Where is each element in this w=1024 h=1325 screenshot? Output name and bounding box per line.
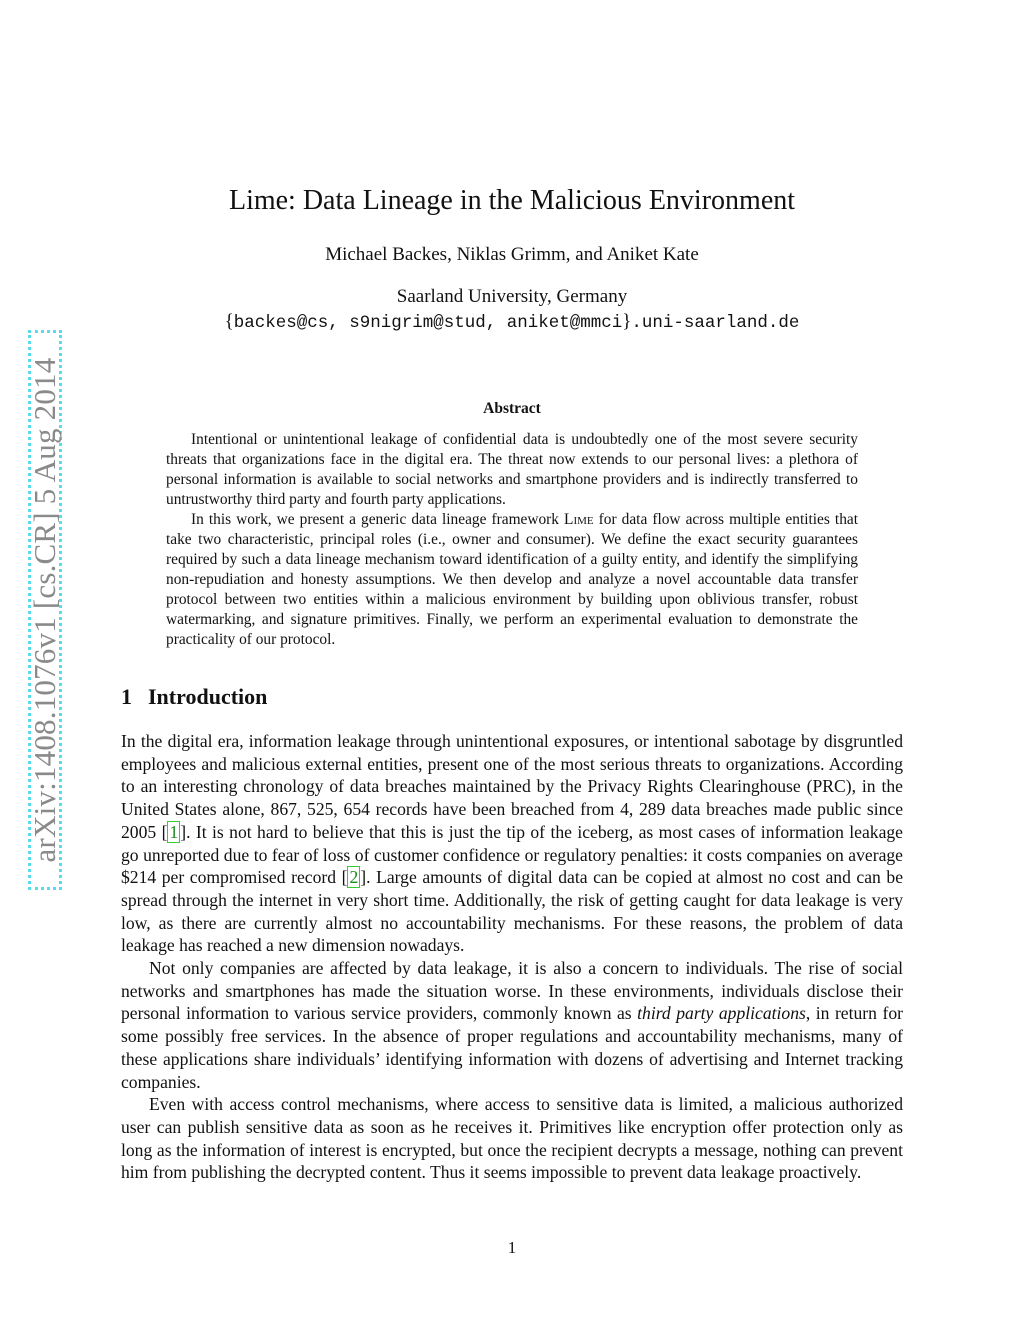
abstract-body [166, 430, 858, 650]
citation-open-bracket: [ [341, 867, 348, 888]
citation-link[interactable]: 1 [169, 821, 179, 842]
abstract-heading: Abstract [483, 400, 541, 417]
citation-close-bracket: ] [180, 821, 187, 842]
citation-open-bracket: [ [161, 821, 168, 842]
section-number: 1 [121, 684, 132, 709]
author-emails [0, 311, 1024, 333]
lime-name: Lime [564, 511, 594, 528]
section-title: Introduction [148, 684, 268, 709]
emphasis-text: third party applications [637, 1003, 806, 1024]
author-list: Michael Backes, Niklas Grimm, and Aniket Kate [325, 244, 699, 265]
paper-title: Lime: Data Lineage in the Malicious Environment [228, 185, 796, 216]
email-domain: .uni-saarland.de [631, 313, 800, 333]
intro-paragraph-3: Even with access control mechanisms, where access to sensitive data is limited, a malicious authorized user can publish sensitive data as soon as he receives it. Primitives like encryption offer protection only as long as the information of interest is encrypted, but once the recipient decrypts a message, nothing can prevent him from publishing the decrypted content. Thus it seems impossible to prevent data leakage proactively. [121, 1094, 903, 1183]
citation-close-bracket: ] [360, 867, 367, 888]
arxiv-stamp-text: arXiv:1408.1076v1 [cs.CR] 5 Aug 2014 [27, 357, 62, 863]
intro-text: In the digital era, information leakage through unintentional exposures, or intentional sabotage by disgruntled employees and malicious external entities, present one of the most serious threats to organizations. According to an interesting chronology of data breaches maintained by the Privacy Rights Clearinghouse (PRC), in the United States alone, 867, 525, 654 records have been breached from 4, 289 data breaches made public since 2005 [121, 731, 903, 842]
introduction-body [121, 730, 903, 1184]
intro-paragraph-1 [121, 730, 903, 957]
intro-paragraph-2 [121, 957, 903, 1093]
section-heading [121, 684, 267, 710]
affiliation: Saarland University, Germany [396, 286, 628, 307]
intro-text: , in return for some possibly free services. In the absence of proper regulations and accountability mechanisms, many of these applications share individuals’ identifying information with dozens of advertising and Internet tracking companies. [121, 1003, 903, 1092]
intro-text: . It is not hard to believe that this is just the tip of the iceberg, as most cases of information leakage go unreported due to fear of loss of customer confidence or regulatory penalties: it costs companies on average $214 per compromised record [121, 821, 903, 888]
abstract-text: In this work, we present a generic data lineage framework [191, 511, 565, 528]
email-brace-open: { [224, 311, 234, 332]
abstract-paragraph-2 [166, 510, 858, 650]
abstract-paragraph-1: Intentional or unintentional leakage of confidential data is undoubtedly one of the most severe security threats that organizations face in the digital era. The threat now extends to our personal lives: a plethora of personal information is available to social networks and smartphone providers and is indirectly transferred to untrustworthy third party and fourth party applications. [166, 431, 858, 508]
intro-text: . Large amounts of digital data can be copied at almost no cost and can be spread through the internet in very short time. Additionally, the risk of getting caught for data leakage is very low, as there are currently almost no accountability mechanisms. For these reasons, the problem of data leakage has reached a new dimension nowadays. [121, 867, 903, 956]
citation-link[interactable]: 2 [349, 867, 359, 888]
email-users: backes@cs, s9nigrim@stud, aniket@mmci [233, 313, 623, 333]
abstract-text: for data flow across multiple entities that take two characteristic, principal roles (i.e., owner and consumer). We define the exact security guarantees required by such a data lineage mechanism toward identification of a guilty entity, and identify the simplifying non-repudiation and honesty assumptions. We then develop and analyze a novel accountable data transfer protocol between two entities within a malicious environment by building upon oblivious transfer, robust watermarking, and signature primitives. Finally, we perform an experimental evaluation to demonstrate the practicality of our protocol. [166, 511, 858, 648]
page-number: 1 [507, 1238, 517, 1257]
intro-text: Not only companies are affected by data leakage, it is also a concern to individuals. The rise of social networks and smartphones has made the situation worse. In these environments, individuals disclose their personal information to various service providers, commonly known as [121, 958, 903, 1024]
email-brace-close: } [622, 311, 632, 332]
